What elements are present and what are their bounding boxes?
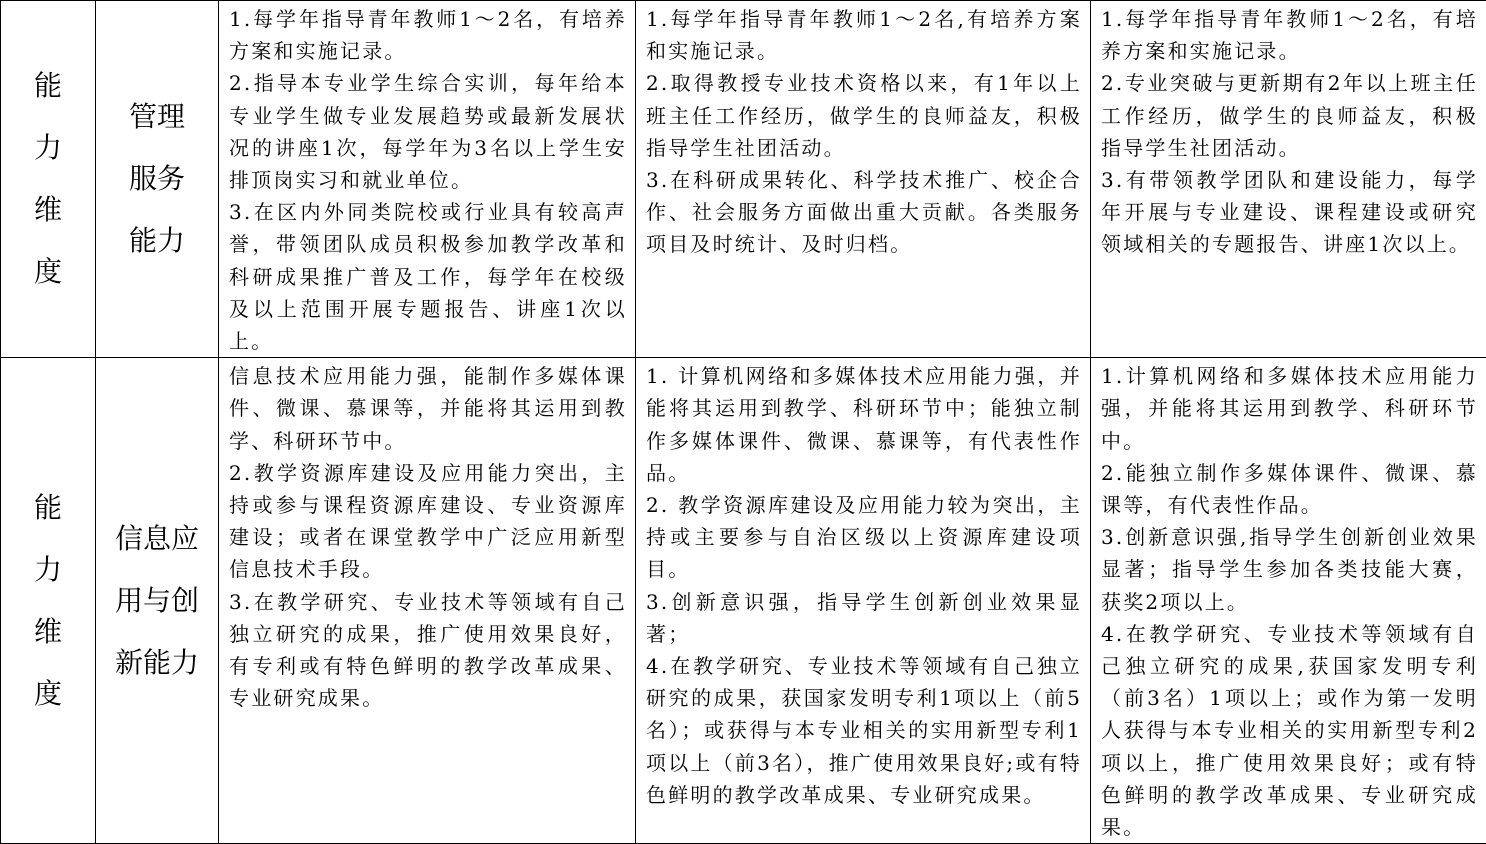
criterion-text: 3.有带领教学团队和建设能力，每学年开展与专业建设、课程建设或研究领域相关的专题报告、讲座1次以上。 — [1101, 164, 1478, 261]
criterion-text: 3.在科研成果转化、科学技术推广、校企合作、社会服务方面做出重大贡献。各类服务项目及时统计、及时归档。 — [646, 164, 1082, 261]
level2-cell — [636, 1, 1091, 358]
criterion-text: 2. 教学资源库建设及应用能力较为突出，主持或主要参与自治区级以上资源库建设项目。 — [646, 489, 1082, 586]
criterion-text: 信息技术应用能力强，能制作多媒体课件、微课、慕课等，并能将其运用到教学、科研环节中。 — [229, 360, 627, 457]
criterion-text: 3.创新意识强,指导学生创新创业效果显著；指导学生参加各类技能大赛，获奖2项以上。 — [1101, 521, 1478, 618]
level1-cell — [219, 358, 636, 844]
category-cell — [96, 358, 219, 844]
criterion-text: 1. 计算机网络和多媒体技术应用能力强，并能将其运用到教学、科研环节中；能独立制作多媒体课件、微课、慕课等，有代表性作品。 — [646, 360, 1082, 489]
dimension-cell — [1, 358, 96, 844]
dimension-label: 能力维度 — [33, 55, 63, 303]
criterion-text: 1.每学年指导青年教师1～2名，有培养方案和实施记录。 — [1101, 3, 1478, 67]
dimension-label: 能力维度 — [33, 477, 63, 725]
category-label: 管理服务能力 — [127, 86, 187, 272]
criterion-text: 4.在教学研究、专业技术等领域有自己独立研究的成果,获国家发明专利（前3名）1项以上；或作为第一发明人获得与本专业相关的实用新型专利2项以上，推广使用效果良好；或有特色鲜明的教学改革成果、专业研究成果。 — [1101, 618, 1478, 843]
criterion-text: 3.在教学研究、专业技术等领域有自己独立研究的成果，推广使用效果良好，有专利或有特色鲜明的教学改革成果、专业研究成果。 — [229, 586, 627, 715]
category-cell — [96, 1, 219, 358]
criterion-text: 2.能独立制作多媒体课件、微课、慕课等，有代表性作品。 — [1101, 457, 1478, 521]
criterion-text: 1.计算机网络和多媒体技术应用能力强，并能将其运用到教学、科研环节中。 — [1101, 360, 1478, 457]
level3-cell — [1091, 1, 1486, 358]
level3-cell — [1091, 358, 1486, 844]
table-row — [1, 358, 1486, 844]
dimension-cell — [1, 1, 96, 358]
criterion-text: 2.专业突破与更新期有2年以上班主任工作经历，做学生的良师益友，积极指导学生社团活动。 — [1101, 67, 1478, 164]
category-label: 信息应用与创新能力 — [111, 508, 203, 694]
criterion-text: 2.指导本专业学生综合实训，每年给本专业学生做专业发展趋势或最新发展状况的讲座1次，每学年为3名以上学生安排顶岗实习和就业单位。 — [229, 67, 627, 196]
criterion-text: 1.每学年指导青年教师1～2名,有培养方案和实施记录。 — [646, 3, 1082, 67]
criterion-text: 4.在教学研究、专业技术等领域有自己独立研究的成果，获国家发明专利1项以上（前5名）；或获得与本专业相关的实用新型专利1项以上（前3名），推广使用效果良好;或有特色鲜明的教学改革成果、专业研究成果。 — [646, 650, 1082, 811]
level1-cell — [219, 1, 636, 358]
criterion-text: 2.教学资源库建设及应用能力突出，主持或参与课程资源库建设、专业资源库建设；或者在课堂教学中广泛应用新型信息技术手段。 — [229, 457, 627, 586]
level2-cell — [636, 358, 1091, 844]
criterion-text: 2.取得教授专业技术资格以来，有1年以上班主任工作经历，做学生的良师益友，积极指导学生社团活动。 — [646, 67, 1082, 164]
criterion-text: 3.在区内外同类院校或行业具有较高声誉，带领团队成员积极参加教学改革和科研成果推广普及工作，每学年在校级及以上范围开展专题报告、讲座1次以上。 — [229, 196, 627, 357]
table-row — [1, 1, 1486, 358]
criterion-text: 3.创新意识强，指导学生创新创业效果显著； — [646, 586, 1082, 650]
criterion-text: 1.每学年指导青年教师1～2名，有培养方案和实施记录。 — [229, 3, 627, 67]
